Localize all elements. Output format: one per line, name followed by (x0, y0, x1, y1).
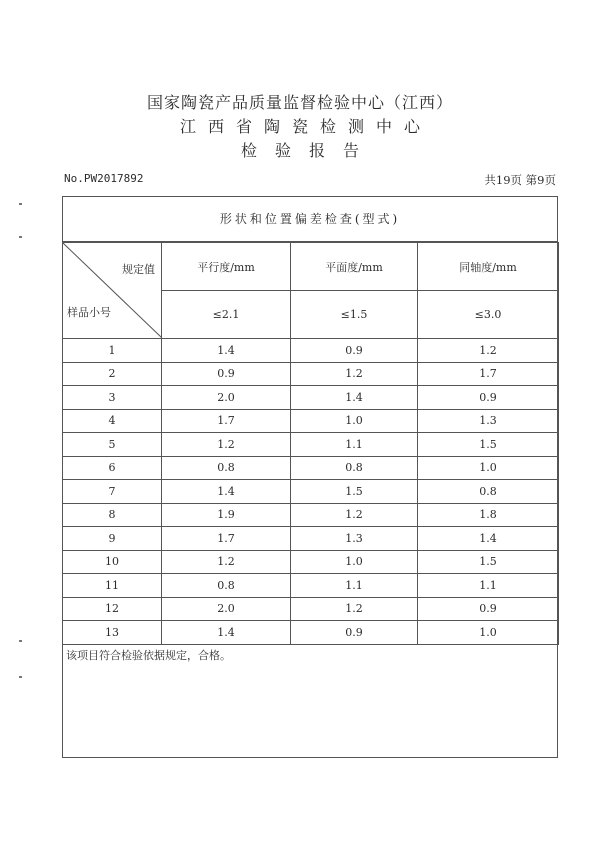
sample-number-cell: 13 (63, 621, 162, 645)
value-cell: 1.4 (162, 621, 291, 645)
value-cell: 1.1 (291, 574, 418, 598)
limit-cell: ≤1.5 (291, 291, 418, 339)
value-cell: 1.1 (418, 574, 559, 598)
table-row (63, 527, 559, 551)
table-row (63, 480, 559, 504)
value-cell: 1.4 (162, 339, 291, 363)
limit-cell: ≤2.1 (162, 291, 291, 339)
deviation-table (62, 242, 559, 645)
value-cell: 1.0 (291, 550, 418, 574)
report-title: 检验报告 (240, 141, 377, 160)
value-cell: 1.4 (418, 527, 559, 551)
sample-number-cell: 8 (63, 503, 162, 527)
value-cell: 0.9 (418, 597, 559, 621)
value-cell: 0.9 (418, 386, 559, 410)
value-cell: 1.1 (291, 433, 418, 457)
diagonal-line (63, 243, 162, 338)
table-row (63, 433, 559, 457)
table-row (63, 456, 559, 480)
value-cell: 1.4 (162, 480, 291, 504)
column-header: 平面度/mm (291, 243, 418, 291)
value-cell: 2.0 (162, 386, 291, 410)
sample-number-cell: 2 (63, 362, 162, 386)
value-cell: 1.2 (291, 503, 418, 527)
report-center-title: 江西省陶瓷检测中心 (179, 117, 432, 136)
value-cell: 1.8 (418, 503, 559, 527)
value-cell: 0.9 (291, 621, 418, 645)
value-cell: 0.9 (291, 339, 418, 363)
value-cell: 1.9 (162, 503, 291, 527)
value-cell: 0.9 (162, 362, 291, 386)
limit-cell: ≤3.0 (418, 291, 559, 339)
value-cell: 1.0 (418, 456, 559, 480)
value-cell: 1.5 (291, 480, 418, 504)
value-cell: 0.8 (418, 480, 559, 504)
table-row (63, 503, 559, 527)
sample-number-cell: 6 (63, 456, 162, 480)
sample-number-cell: 9 (63, 527, 162, 551)
value-cell: 1.3 (418, 409, 559, 433)
scan-mark (19, 640, 22, 642)
value-cell: 0.8 (291, 456, 418, 480)
value-cell: 2.0 (162, 597, 291, 621)
sample-number-cell: 10 (63, 550, 162, 574)
table-row (63, 550, 559, 574)
table-row (63, 574, 559, 598)
value-cell: 1.2 (291, 597, 418, 621)
value-cell: 1.5 (418, 550, 559, 574)
sample-number-cell: 7 (63, 480, 162, 504)
value-cell: 1.7 (162, 527, 291, 551)
scan-mark (19, 676, 22, 678)
sample-number-cell: 1 (63, 339, 162, 363)
value-cell: 1.2 (162, 550, 291, 574)
sample-number-cell: 12 (63, 597, 162, 621)
table-caption: 形状和位置偏差检查(型式) (62, 196, 558, 242)
value-cell: 0.8 (162, 456, 291, 480)
value-cell: 1.7 (418, 362, 559, 386)
header-row (63, 243, 559, 291)
page-info: 共19页 第9页 (484, 173, 556, 187)
conclusion-text: 该项目符合检验依据规定，合格。 (66, 649, 231, 662)
value-cell: 1.0 (418, 621, 559, 645)
table-row (63, 339, 559, 363)
value-cell: 1.4 (291, 386, 418, 410)
table-row (63, 597, 559, 621)
table-row (63, 621, 559, 645)
report-org-title: 国家陶瓷产品质量监督检验中心（江西） (146, 93, 453, 112)
value-cell: 1.0 (291, 409, 418, 433)
report-number: No.PW2017892 (64, 172, 144, 185)
corner-label-spec: 规定值 (122, 263, 155, 276)
sample-number-cell: 5 (63, 433, 162, 457)
table-row (63, 362, 559, 386)
sample-number-cell: 3 (63, 386, 162, 410)
table-row (63, 409, 559, 433)
value-cell: 1.7 (162, 409, 291, 433)
scan-mark (19, 203, 22, 205)
value-cell: 1.2 (162, 433, 291, 457)
value-cell: 1.2 (418, 339, 559, 363)
corner-label-sample: 样品小号 (67, 306, 111, 319)
corner-cell (63, 243, 162, 339)
scan-mark (19, 236, 22, 238)
column-header: 平行度/mm (162, 243, 291, 291)
value-cell: 0.8 (162, 574, 291, 598)
sample-number-cell: 4 (63, 409, 162, 433)
value-cell: 1.5 (418, 433, 559, 457)
value-cell: 1.2 (291, 362, 418, 386)
column-header: 同轴度/mm (418, 243, 559, 291)
table-row (63, 386, 559, 410)
value-cell: 1.3 (291, 527, 418, 551)
sample-number-cell: 11 (63, 574, 162, 598)
